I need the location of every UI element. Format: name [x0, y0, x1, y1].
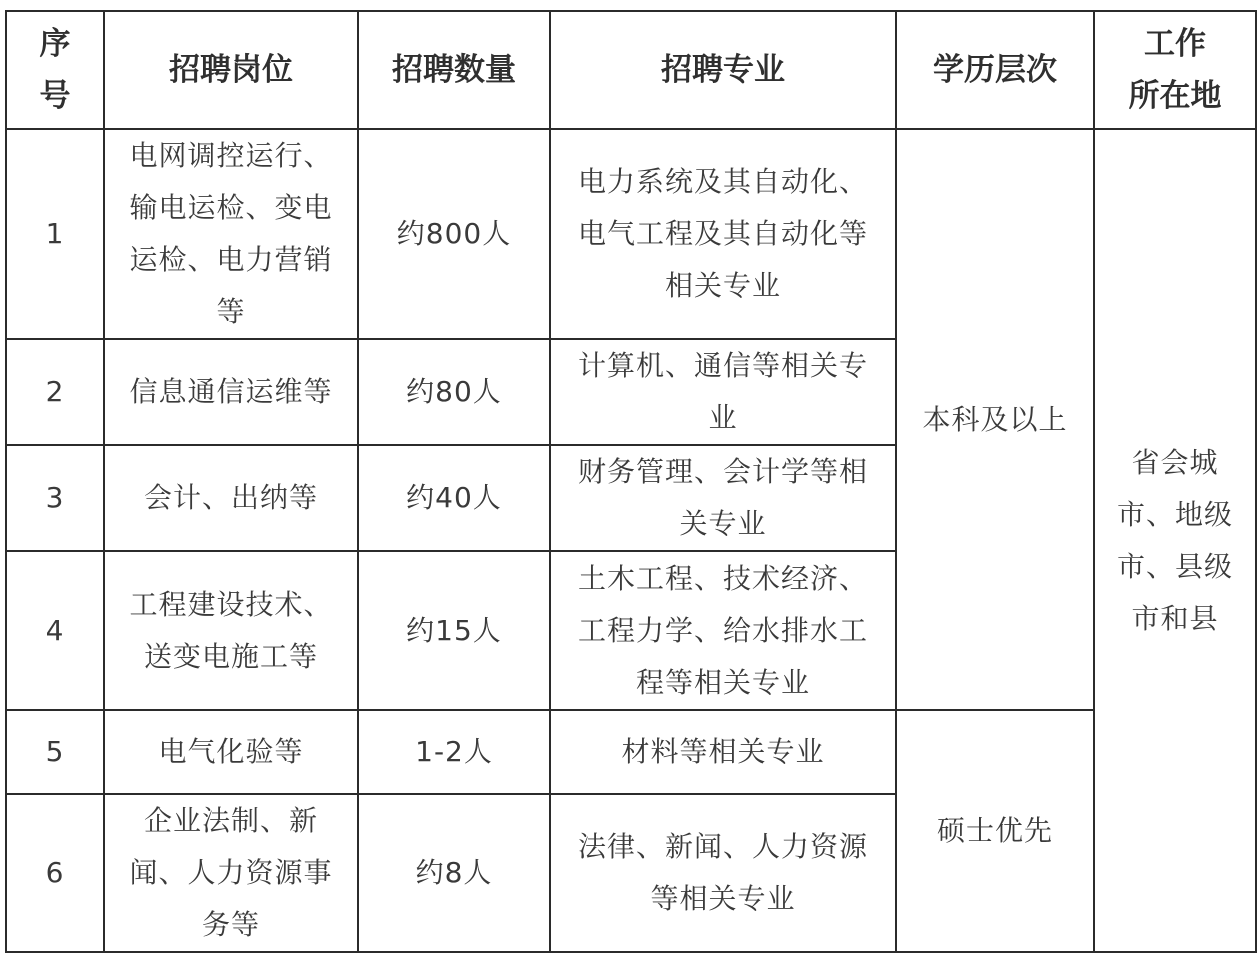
- row-major: [550, 710, 896, 794]
- row-position: [104, 445, 358, 551]
- position-line: 电气化验等: [158, 735, 304, 768]
- row-major: [550, 339, 896, 445]
- position-line: 闻、人力资源事: [129, 856, 333, 889]
- header-location-line-1: 工作: [1144, 26, 1206, 62]
- location-line: 市、地级: [1116, 497, 1233, 531]
- major-line: 法律、新闻、人力资源: [577, 830, 868, 863]
- row-position: [104, 794, 358, 952]
- row-index: 1: [6, 129, 104, 339]
- position-line: 送变电施工等: [143, 639, 318, 673]
- education-cell: 本科及以上: [896, 129, 1094, 710]
- major-line: 工程力学、给水排水工: [577, 613, 868, 647]
- location-line: 市、县级: [1116, 549, 1233, 583]
- position-line: 工程建设技术、: [129, 587, 333, 621]
- row-index: 2: [6, 339, 104, 445]
- row-position: [104, 710, 358, 794]
- row-position: [104, 551, 358, 710]
- major-line: 相关专业: [664, 269, 781, 302]
- header-index-line-1: 序: [39, 26, 71, 62]
- header-index-line-2: 号: [39, 78, 71, 114]
- row-count: 约15人: [358, 551, 550, 710]
- row-index: 3: [6, 445, 104, 551]
- row-major: [550, 445, 896, 551]
- row-position: [104, 129, 358, 339]
- row-index: 5: [6, 710, 104, 794]
- major-line: 电气工程及其自动化等: [577, 217, 868, 250]
- major-line: 业: [708, 401, 738, 434]
- row-count: 约800人: [358, 129, 550, 339]
- position-line: 信息通信运维等: [129, 375, 333, 408]
- row-count: 约80人: [358, 339, 550, 445]
- header-location: [1094, 11, 1256, 129]
- location-line: 省会城: [1131, 445, 1219, 479]
- major-line: 土木工程、技术经济、: [577, 561, 868, 595]
- header-position: 招聘岗位: [104, 11, 358, 129]
- position-line: 会计、出纳等: [143, 481, 318, 514]
- row-major: [550, 129, 896, 339]
- row-position: [104, 339, 358, 445]
- position-line: 务等: [201, 908, 260, 941]
- major-line: 电力系统及其自动化、: [577, 165, 868, 198]
- header-major: 招聘专业: [550, 11, 896, 129]
- education-cell: 硕士优先: [896, 710, 1094, 952]
- location-cell: [1094, 129, 1256, 952]
- position-line: 输电运检、变电: [129, 191, 333, 224]
- major-line: 等相关专业: [650, 882, 796, 915]
- row-count: 1-2人: [358, 710, 550, 794]
- recruitment-table-container: [5, 10, 1257, 953]
- major-line: 材料等相关专业: [621, 735, 825, 768]
- table-row: [6, 129, 1256, 339]
- major-line: 计算机、通信等相关专: [577, 349, 868, 382]
- position-line: 等: [216, 295, 246, 328]
- major-line: 程等相关专业: [635, 665, 810, 699]
- position-line: 企业法制、新: [143, 804, 318, 837]
- major-line: 关专业: [679, 507, 767, 540]
- header-education: 学历层次: [896, 11, 1094, 129]
- header-count: 招聘数量: [358, 11, 550, 129]
- location-line: 市和县: [1131, 601, 1219, 635]
- header-location-line-2: 所在地: [1128, 78, 1222, 114]
- row-index: 4: [6, 551, 104, 710]
- header-row: [6, 11, 1256, 129]
- position-line: 运检、电力营销: [129, 243, 333, 276]
- position-line: 电网调控运行、: [129, 139, 333, 172]
- row-count: 约40人: [358, 445, 550, 551]
- header-index: [6, 11, 104, 129]
- major-line: 财务管理、会计学等相: [577, 455, 868, 488]
- row-major: [550, 794, 896, 952]
- row-index: 6: [6, 794, 104, 952]
- row-count: 约8人: [358, 794, 550, 952]
- row-major: [550, 551, 896, 710]
- table-row: [6, 710, 1256, 794]
- recruitment-table: [5, 10, 1257, 953]
